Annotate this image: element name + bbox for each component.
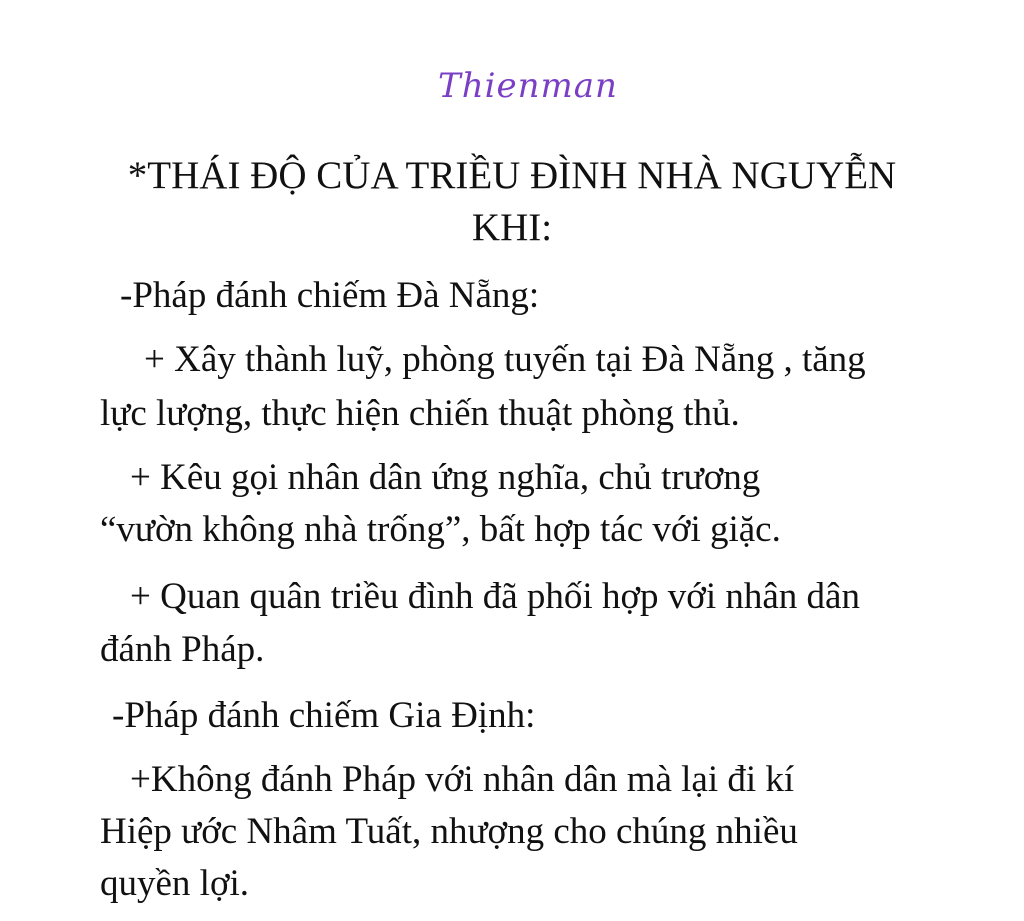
point-2-line-2: “vườn không nhà trống”, bất hợp tác với giặc. [100, 509, 781, 550]
point-3-line-2: đánh Pháp. [100, 629, 265, 670]
point-4-line-2: Hiệp ước Nhâm Tuất, nhượng cho chúng nhiều [100, 811, 798, 852]
point-3-line-1: + Quan quân triều đình đã phối hợp với nhân dân [130, 576, 860, 617]
section-title-da-nang: -Pháp đánh chiếm Đà Nẵng: [120, 275, 540, 316]
point-4-line-3: quyền lợi. [100, 863, 250, 904]
heading-line-1: *THÁI ĐỘ CỦA TRIỀU ĐÌNH NHÀ NGUYỄN [127, 154, 897, 197]
point-1-line-1: + Xây thành luỹ, phòng tuyến tại Đà Nẵng , tăng [144, 339, 866, 380]
signature: Thienman [438, 66, 618, 106]
point-1-line-2: lực lượng, thực hiện chiến thuật phòng thủ. [100, 393, 740, 434]
heading-line-2: KHI: [471, 206, 553, 249]
section-title-gia-dinh: -Pháp đánh chiếm Gia Định: [112, 695, 536, 736]
page-title [0, 150, 1024, 254]
point-4-line-1: +Không đánh Pháp với nhân dân mà lại đi kí [130, 759, 795, 800]
point-2-line-1: + Kêu gọi nhân dân ứng nghĩa, chủ trương [130, 457, 761, 498]
